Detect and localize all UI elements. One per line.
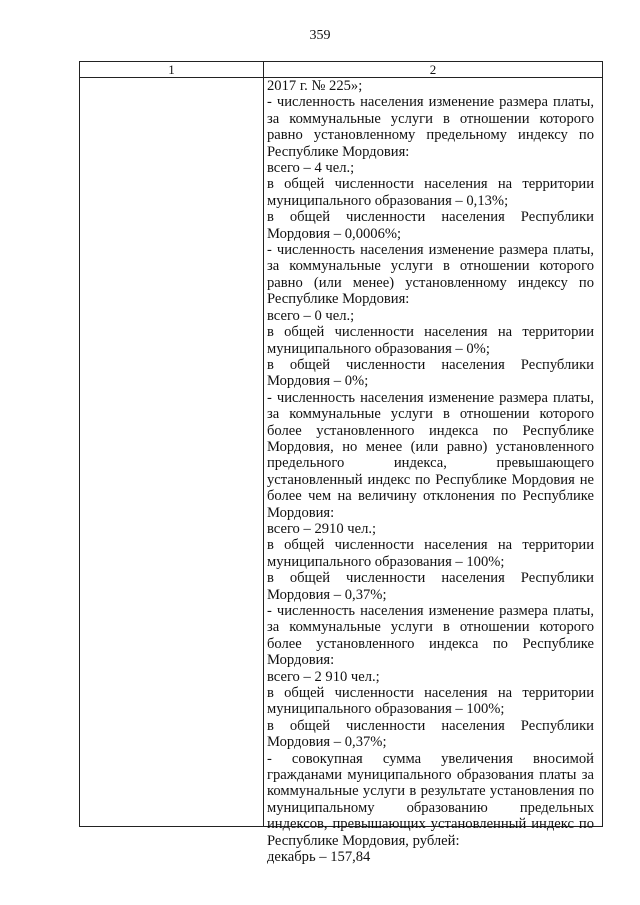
table-cell-column-2: [267, 78, 594, 866]
text-line: 2017 г. № 225»;: [267, 78, 363, 94]
text-paragraph: в общей численности населения Республики Мордовия – 0,37%;: [267, 717, 594, 751]
bullet-paragraph: - совокупная сумма увеличения вносимой гражданами муниципального образования платы за коммунальные услуги в результате установления по муниципальному образованию предельных индексов, превышающих установленный индекс по Республике Мордовия, рублей:: [267, 750, 594, 849]
bullet-paragraph: - численность населения изменение размера платы, за коммунальные услуги в отношении которого более установленного индекса по Республике Мордовия:: [267, 603, 594, 669]
bullet-paragraph: - численность населения изменение размера платы, за коммунальные услуги в отношении которого равно (или менее) установленному индексу по Республике Мордовия:: [267, 242, 594, 308]
page-number: 359: [309, 28, 331, 43]
column-2-header: 2: [429, 62, 437, 77]
bullet-paragraph: - численность населения изменение размера платы, за коммунальные услуги в отношении которого более установленного индекса по Республике Мордовия, но менее (или равно) установленного предельного индекса, превышающего установленный индекс по Республике Мордовия не более чем на величину отклонения по Республике Мордовия:: [267, 389, 594, 521]
text-paragraph: в общей численности населения на территории муниципального образования – 0,13%;: [267, 176, 594, 209]
text-paragraph: в общей численности населения Республики Мордовия – 0,37%;: [267, 570, 594, 603]
text-line: всего – 4 чел.;: [267, 160, 355, 177]
text-paragraph: в общей численности населения Республики Мордовия – 0%;: [267, 356, 594, 390]
column-divider: [263, 62, 264, 826]
text-paragraph: в общей численности населения на территории муниципального образования – 100%;: [267, 685, 594, 718]
text-paragraph: в общей численности населения Республики Мордовия – 0,0006%;: [267, 209, 594, 242]
text-line: декабрь – 157,84: [267, 849, 371, 866]
column-1-header: 1: [168, 62, 175, 77]
document-table: [79, 61, 603, 866]
table-header-row: [80, 62, 602, 78]
text-line: всего – 0 чел.;: [267, 307, 355, 324]
text-line: всего – 2910 чел.;: [267, 520, 377, 537]
bullet-paragraph: - численность населения изменение размера платы, за коммунальные услуги в отношении которого равно установленному предельному индексу по Республике Мордовия:: [267, 94, 594, 160]
text-line: всего – 2 910 чел.;: [267, 668, 380, 685]
text-paragraph: в общей численности населения на территории муниципального образования – 0%;: [267, 324, 594, 357]
text-paragraph: в общей численности населения на территории муниципального образования – 100%;: [267, 537, 594, 570]
